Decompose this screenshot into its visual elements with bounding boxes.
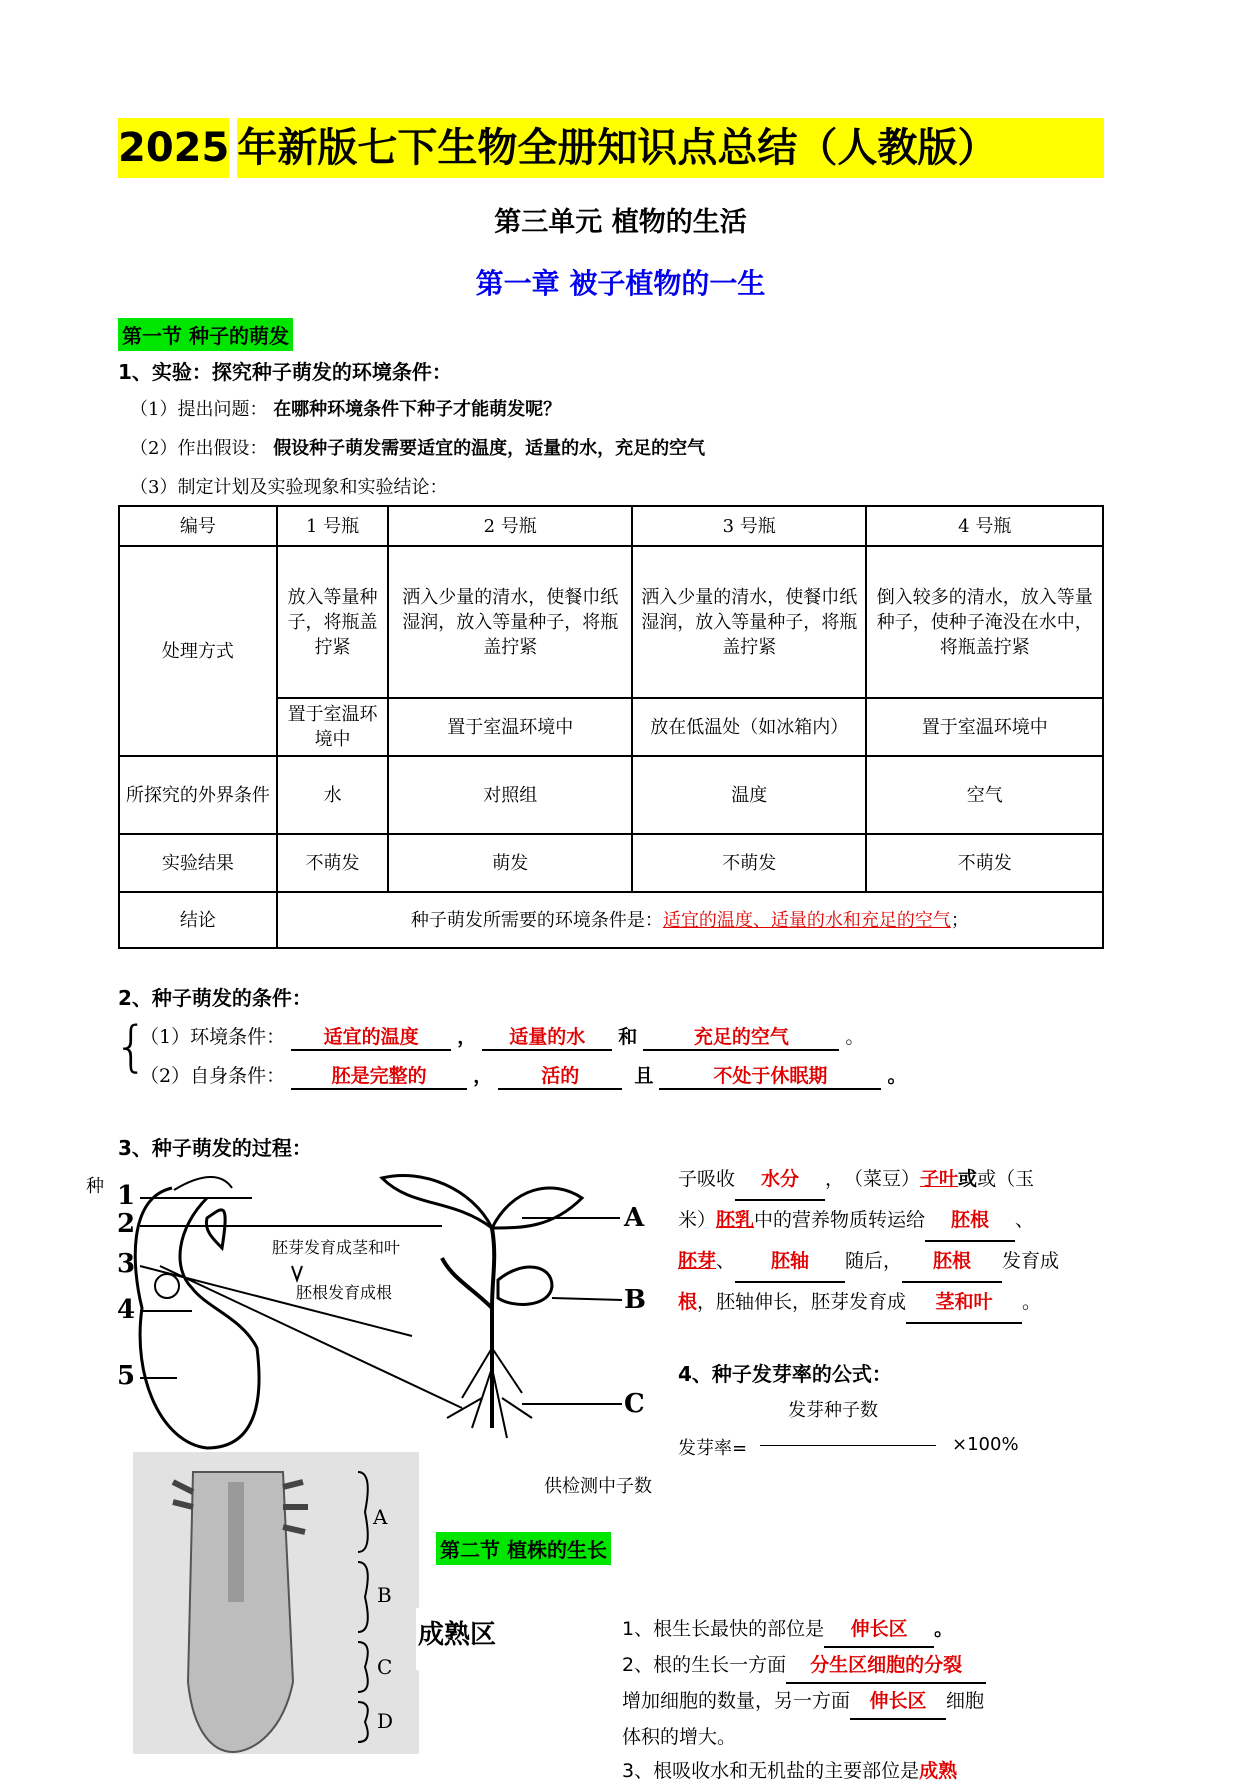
- diagram-label-1: 胚芽发育成茎和叶: [272, 1238, 401, 1257]
- process-t5: 中的营养物质转运给: [754, 1209, 926, 1231]
- table-header: 编号: [119, 506, 277, 546]
- process-answer-endosperm: 胚乳: [716, 1209, 755, 1231]
- plan-line: （3）制定计划及实验现象和实验结论：: [130, 477, 448, 498]
- growth-l5a: 3、根吸收水和无机盐的主要部位是: [622, 1760, 920, 1782]
- question-line: [130, 395, 561, 421]
- question-label: （1）提出问题：: [130, 399, 268, 420]
- table-cell: 放在低温处（如冰箱内）: [632, 698, 867, 756]
- diagram-num-2: 2: [117, 1209, 136, 1239]
- table-cell: 水: [277, 756, 389, 834]
- growth-answer-meristem: 分生区细胞的分裂: [786, 1648, 986, 1684]
- growth-l3c: 细胞: [946, 1690, 985, 1712]
- table-cell: 置于室温环境中: [388, 698, 631, 756]
- section2-heading: 第二节 植株的生长: [436, 1532, 611, 1565]
- diagram-num-3: 3: [117, 1249, 136, 1279]
- hypothesis-line: [130, 434, 705, 460]
- root-letter-c: C: [377, 1655, 393, 1679]
- table-cell: 萌发: [388, 834, 631, 892]
- process-zhong: 种: [86, 1176, 104, 1197]
- process-t2: ， （菜豆）: [825, 1168, 921, 1190]
- section1-heading: 第一节 种子的萌发: [118, 318, 293, 351]
- seed-germination-diagram: [112, 1168, 672, 1450]
- diagram-letter-b: B: [624, 1285, 646, 1315]
- root-letter-b: B: [377, 1583, 392, 1607]
- table-header: 1 号瓶: [277, 506, 389, 546]
- question-text: 在哪种环境条件下种子才能萌发呢？: [273, 399, 562, 420]
- conclusion-cell: [277, 892, 1103, 948]
- process-answer-hypocotyl: 胚轴: [735, 1242, 845, 1283]
- self-condition-line: （2）自身条件： 胚是完整的 ， 活的 且 不处于休眠期 。: [140, 1061, 906, 1090]
- root-tip-image: [133, 1452, 419, 1754]
- env-condition-line: （1）环境条件： 适宜的温度 ， 适量的水 和 充足的空气 。: [140, 1022, 864, 1051]
- formula-numerator: 发芽种子数: [788, 1400, 878, 1421]
- page-title: [118, 118, 1104, 178]
- root-letter-a: A: [373, 1505, 388, 1529]
- table-row: [119, 756, 1103, 834]
- env-label: （1）环境条件：: [140, 1026, 286, 1048]
- method-label: 处理方式: [119, 546, 277, 756]
- env-answer-1: 适宜的温度: [291, 1022, 451, 1051]
- process-t8: 随后，: [845, 1250, 903, 1272]
- table-row: [119, 506, 1103, 546]
- process-t4: 米）: [678, 1209, 717, 1231]
- self-answer-3: 不处于休眠期: [659, 1061, 881, 1090]
- condition-label: 所探究的外界条件: [119, 756, 277, 834]
- growth-answer-elongation: 伸长区: [824, 1612, 934, 1648]
- process-answer-cotyledon: 子叶: [920, 1168, 959, 1190]
- growth-l1c: 。: [934, 1618, 954, 1640]
- table-cell: 空气: [866, 756, 1103, 834]
- process-t10: ，胚轴伸长，胚芽发育成: [697, 1291, 907, 1313]
- table-cell: 倒入较多的清水，放入等量种子，使种子淹没在水中，将瓶盖拧紧: [866, 546, 1103, 698]
- table-header: 2 号瓶: [388, 506, 631, 546]
- process-text: 子吸收 水分 ， （菜豆）子叶或或（玉 米）胚乳中的营养物质转运给 胚根 、 胚芽、 胚轴 随后， 胚根 发育成 根，胚轴伸长，胚芽发育成 茎和叶 。: [678, 1160, 1108, 1324]
- conclusion-prefix: 种子萌发所需要的环境条件是：: [410, 909, 663, 931]
- process-answer-stem-leaf: 茎和叶: [906, 1283, 1022, 1324]
- growth-text: [622, 1612, 1062, 1788]
- table-cell: 置于室温环境中: [866, 698, 1103, 756]
- process-t7: 、: [716, 1250, 736, 1272]
- table-cell: 洒入少量的清水，使餐巾纸湿润，放入等量种子，将瓶盖拧紧: [632, 546, 867, 698]
- table-header: 3 号瓶: [632, 506, 867, 546]
- qie-word: 且: [634, 1065, 654, 1087]
- self-label: （2）自身条件：: [140, 1065, 286, 1087]
- process-heading: 3、种子萌发的过程：: [118, 1136, 312, 1160]
- table-cell: 放入等量种子，将瓶盖拧紧: [277, 546, 389, 698]
- result-label: 实验结果: [119, 834, 277, 892]
- root-answer: 成熟区: [418, 1620, 497, 1650]
- table-row: [119, 834, 1103, 892]
- hypothesis-text: 假设种子萌发需要适宜的温度，适量的水，充足的空气: [273, 438, 706, 459]
- table-cell: 不萌发: [866, 834, 1103, 892]
- conclusion-label: 结论: [119, 892, 277, 948]
- hypothesis-label: （2）作出假设：: [130, 438, 268, 459]
- chapter-heading: 第一章 被子植物的一生: [475, 267, 766, 300]
- diagram-num-5: 5: [117, 1361, 136, 1391]
- formula-lhs: 发芽率=: [678, 1438, 748, 1459]
- growth-l1a: 1、根生长最快的部位是: [622, 1618, 825, 1640]
- table-cell: 温度: [632, 756, 867, 834]
- diagram-letter-a: A: [624, 1203, 645, 1233]
- table-row: [119, 546, 1103, 698]
- table-cell: 对照组: [388, 756, 631, 834]
- env-answer-2: 适量的水: [482, 1022, 612, 1051]
- process-t11: 。: [1022, 1291, 1042, 1313]
- conclusion-end: ；: [950, 909, 969, 931]
- process-t3: 或（玉: [977, 1168, 1035, 1190]
- process-answer-water: 水分: [735, 1160, 825, 1201]
- self-answer-2: 活的: [498, 1061, 622, 1090]
- growth-answer-elongation-2: 伸长区: [850, 1684, 946, 1720]
- brace-icon: {: [114, 1015, 149, 1078]
- experiment-table: [118, 505, 1104, 949]
- process-t6: 、: [1015, 1209, 1035, 1231]
- growth-l3a: 增加细胞的数量，另一方面: [622, 1690, 851, 1712]
- table-cell: 置于室温环境中: [277, 698, 389, 756]
- diagram-num-1: 1: [117, 1181, 136, 1211]
- conclusion-answer: 适宜的温度、适量的水和充足的空气: [662, 909, 951, 931]
- growth-answer-maturation: 成熟: [919, 1760, 958, 1782]
- diagram-num-4: 4: [117, 1295, 136, 1325]
- fraction-bar: [760, 1445, 936, 1446]
- unit-heading: 第三单元 植物的生活: [494, 207, 747, 238]
- formula-times: ×100%: [952, 1434, 1019, 1455]
- title-year: 2025: [118, 125, 230, 171]
- table-header: 4 号瓶: [866, 506, 1103, 546]
- table-cell: 不萌发: [632, 834, 867, 892]
- process-t9: 发育成: [1002, 1250, 1060, 1272]
- env-answer-3: 充足的空气: [643, 1022, 839, 1051]
- growth-l4: 体积的增大。: [622, 1726, 737, 1748]
- diagram-letter-c: C: [624, 1389, 645, 1419]
- process-answer-radicle: 胚根: [925, 1201, 1015, 1242]
- table-cell: 不萌发: [277, 834, 389, 892]
- root-letter-d: D: [377, 1709, 394, 1733]
- table-row: [119, 892, 1103, 948]
- growth-l2a: 2、根的生长一方面: [622, 1654, 787, 1676]
- process-t1: 子吸收: [678, 1168, 736, 1190]
- title-rest: 年新版七下生物全册知识点总结（人教版）: [237, 125, 998, 171]
- diagram-label-2: 胚根发育成根: [296, 1283, 393, 1302]
- table-cell: 洒入少量的清水，使餐巾纸湿润，放入等量种子，将瓶盖拧紧: [388, 546, 631, 698]
- cond-heading: 2、种子萌发的条件：: [118, 986, 312, 1010]
- and-word: 和: [618, 1026, 638, 1048]
- formula-denominator: 供检测中子数: [544, 1476, 652, 1497]
- self-answer-1: 胚是完整的: [291, 1061, 467, 1090]
- process-answer-plumule: 胚芽: [678, 1250, 717, 1272]
- process-answer-root: 根: [678, 1291, 698, 1313]
- process-answer-radicle-2: 胚根: [902, 1242, 1002, 1283]
- formula-heading: 4、种子发芽率的公式：: [678, 1362, 892, 1386]
- exp-heading: 1、实验：探究种子萌发的环境条件：: [118, 360, 452, 384]
